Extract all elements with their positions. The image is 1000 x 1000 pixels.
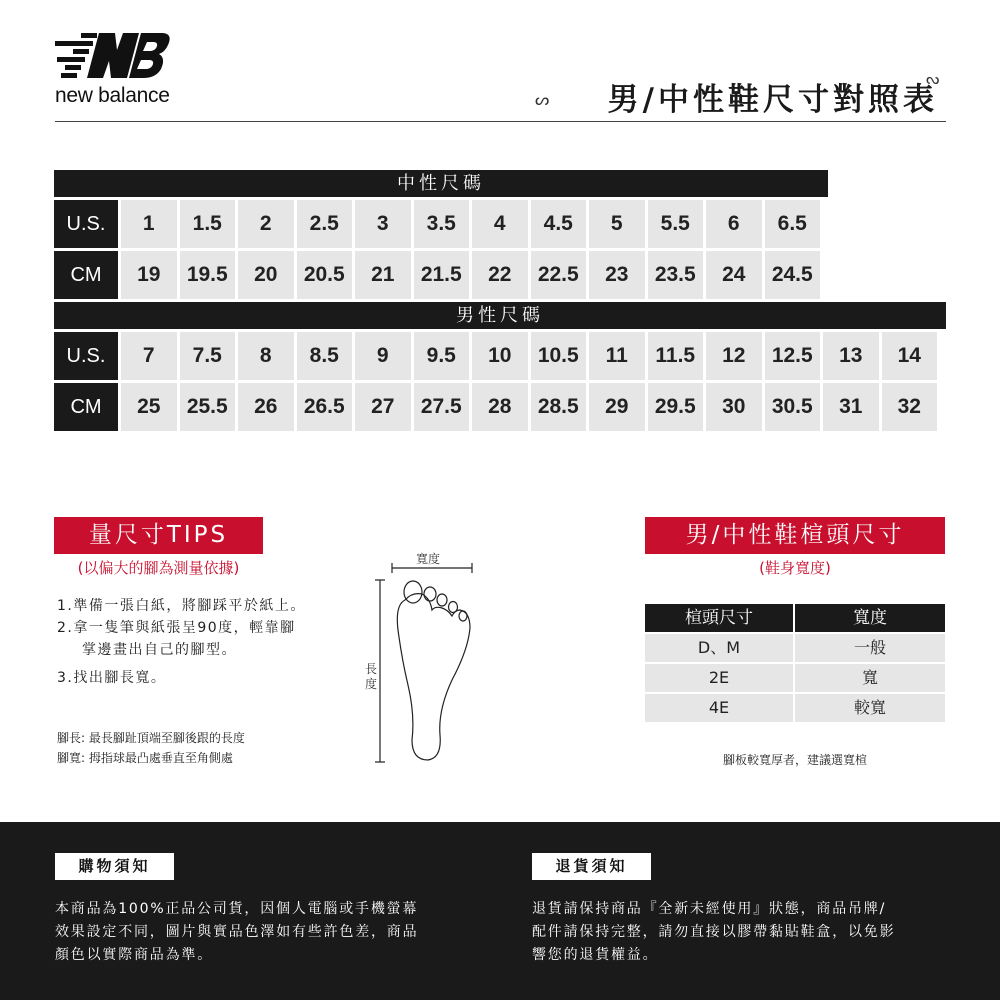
tip-step: 掌邊畫出自己的腳型。 bbox=[82, 642, 237, 658]
neutral-size-header: 中性尺碼 bbox=[54, 170, 828, 197]
size-cell: 25.5 bbox=[180, 383, 236, 431]
row-label-cm: CM bbox=[54, 383, 118, 431]
size-cell: 14 bbox=[882, 332, 938, 380]
size-cell: 7 bbox=[121, 332, 177, 380]
return-line: 退貨請保持商品『全新未經使用』狀態，商品吊牌/ bbox=[532, 901, 887, 917]
size-cell: 3 bbox=[355, 200, 411, 248]
size-cell: 26 bbox=[238, 383, 294, 431]
purchase-line: 本商品為100%正品公司貨，因個人電腦或手機螢幕 bbox=[55, 901, 419, 917]
table-cell: 寬 bbox=[795, 664, 945, 692]
size-cell: 4 bbox=[472, 200, 528, 248]
size-cell: 25 bbox=[121, 383, 177, 431]
size-cell: 30.5 bbox=[765, 383, 821, 431]
foot-outline-icon bbox=[360, 550, 480, 770]
width-table bbox=[645, 604, 945, 724]
diagram-length-label: 長度 bbox=[364, 662, 377, 691]
size-cell: 13 bbox=[823, 332, 879, 380]
table-cell: 較寬 bbox=[795, 694, 945, 722]
return-line: 響您的退貨權益。 bbox=[532, 947, 659, 963]
size-cell: 28.5 bbox=[531, 383, 587, 431]
size-cell: 9.5 bbox=[414, 332, 470, 380]
table-cell: 一般 bbox=[795, 634, 945, 662]
size-cell: 28 bbox=[472, 383, 528, 431]
column-header: 楦頭尺寸 bbox=[645, 604, 793, 632]
size-cell: 27 bbox=[355, 383, 411, 431]
row-label-us: U.S. bbox=[54, 332, 118, 380]
size-cell: 8 bbox=[238, 332, 294, 380]
tip-step: 1.準備一張白紙，將腳踩平於紙上。 bbox=[57, 598, 306, 614]
size-cell: 12.5 bbox=[765, 332, 821, 380]
swirl-left-icon: ᔕ bbox=[535, 90, 550, 109]
tip-step: 3.找出腳長寬。 bbox=[57, 670, 167, 686]
size-cell: 11.5 bbox=[648, 332, 704, 380]
table-cell: 2E bbox=[645, 664, 793, 692]
row-label-us: U.S. bbox=[54, 200, 118, 248]
brand-logo-text: new balance bbox=[55, 84, 170, 107]
size-cell: 1.5 bbox=[180, 200, 236, 248]
size-cell: 24 bbox=[706, 251, 762, 299]
return-notice-tag: 退貨須知 bbox=[532, 853, 651, 880]
width-title: 男/中性鞋楦頭尺寸 bbox=[645, 517, 945, 554]
size-cell: 29.5 bbox=[648, 383, 704, 431]
purchase-line: 顏色以實際商品為準。 bbox=[55, 947, 213, 963]
size-chart bbox=[54, 170, 946, 434]
mens-cm-row bbox=[54, 383, 946, 431]
table-row bbox=[645, 634, 945, 662]
purchase-line: 效果設定不同，圖片與實品色澤如有些許色差，商品 bbox=[55, 924, 419, 940]
size-cell: 19.5 bbox=[180, 251, 236, 299]
tips-subtitle: (以偏大的腳為測量依據) bbox=[77, 559, 240, 577]
size-cell: 10 bbox=[472, 332, 528, 380]
return-notice-text bbox=[532, 898, 952, 967]
size-cell: 22 bbox=[472, 251, 528, 299]
page-title: 男/中性鞋尺寸對照表 bbox=[607, 82, 938, 118]
size-cell: 6 bbox=[706, 200, 762, 248]
size-cell: 20 bbox=[238, 251, 294, 299]
size-cell: 20.5 bbox=[297, 251, 353, 299]
column-header: 寬度 bbox=[795, 604, 945, 632]
neutral-us-row bbox=[54, 200, 946, 248]
size-cell: 7.5 bbox=[180, 332, 236, 380]
size-cell: 32 bbox=[882, 383, 938, 431]
nb-logo-icon bbox=[55, 30, 170, 82]
size-cell: 3.5 bbox=[414, 200, 470, 248]
mens-us-row bbox=[54, 332, 946, 380]
size-cell: 21 bbox=[355, 251, 411, 299]
size-cell: 26.5 bbox=[297, 383, 353, 431]
size-cell: 9 bbox=[355, 332, 411, 380]
size-cell: 2 bbox=[238, 200, 294, 248]
width-note: 腳板較寬厚者，建議選寬楦 bbox=[722, 753, 867, 767]
mens-size-header: 男性尺碼 bbox=[54, 302, 946, 329]
tips-steps bbox=[57, 595, 306, 689]
table-row bbox=[645, 664, 945, 692]
size-cell: 5 bbox=[589, 200, 645, 248]
purchase-notice-text bbox=[55, 898, 475, 967]
size-cell: 12 bbox=[706, 332, 762, 380]
size-cell: 5.5 bbox=[648, 200, 704, 248]
return-line: 配件請保持完整，請勿直接以膠帶黏貼鞋盒，以免影 bbox=[532, 924, 896, 940]
size-cell: 2.5 bbox=[297, 200, 353, 248]
size-cell: 8.5 bbox=[297, 332, 353, 380]
size-cell: 19 bbox=[121, 251, 177, 299]
foot-width-note: 腳寬: 拇指球最凸處垂直至角側處 bbox=[57, 751, 233, 765]
size-cell: 6.5 bbox=[765, 200, 821, 248]
size-cell: 23.5 bbox=[648, 251, 704, 299]
swirl-right-icon: ᔓ bbox=[926, 70, 940, 88]
size-cell: 31 bbox=[823, 383, 879, 431]
size-cell: 27.5 bbox=[414, 383, 470, 431]
foot-length-note: 腳長: 最長腳趾頂端至腳後跟的長度 bbox=[57, 731, 245, 745]
size-cell: 30 bbox=[706, 383, 762, 431]
tips-title: 量尺寸TIPS bbox=[54, 517, 263, 554]
header-divider bbox=[55, 121, 946, 122]
diagram-width-label: 寬度 bbox=[416, 552, 441, 566]
size-cell: 21.5 bbox=[414, 251, 470, 299]
table-cell: D、M bbox=[645, 634, 793, 662]
row-label-cm: CM bbox=[54, 251, 118, 299]
table-row bbox=[645, 694, 945, 722]
size-cell: 10.5 bbox=[531, 332, 587, 380]
purchase-notice-tag: 購物須知 bbox=[55, 853, 174, 880]
size-cell: 1 bbox=[121, 200, 177, 248]
width-subtitle: (鞋身寬度) bbox=[759, 559, 831, 577]
brand-logo bbox=[55, 30, 190, 108]
size-cell: 11 bbox=[589, 332, 645, 380]
size-cell: 24.5 bbox=[765, 251, 821, 299]
tip-step: 2.拿一隻筆與紙張呈90度，輕靠腳 bbox=[57, 620, 296, 636]
tips-notes bbox=[57, 728, 245, 768]
neutral-cm-row bbox=[54, 251, 946, 299]
size-cell: 23 bbox=[589, 251, 645, 299]
table-cell: 4E bbox=[645, 694, 793, 722]
width-table-header bbox=[645, 604, 945, 632]
size-cell: 22.5 bbox=[531, 251, 587, 299]
size-cell: 29 bbox=[589, 383, 645, 431]
size-cell: 4.5 bbox=[531, 200, 587, 248]
